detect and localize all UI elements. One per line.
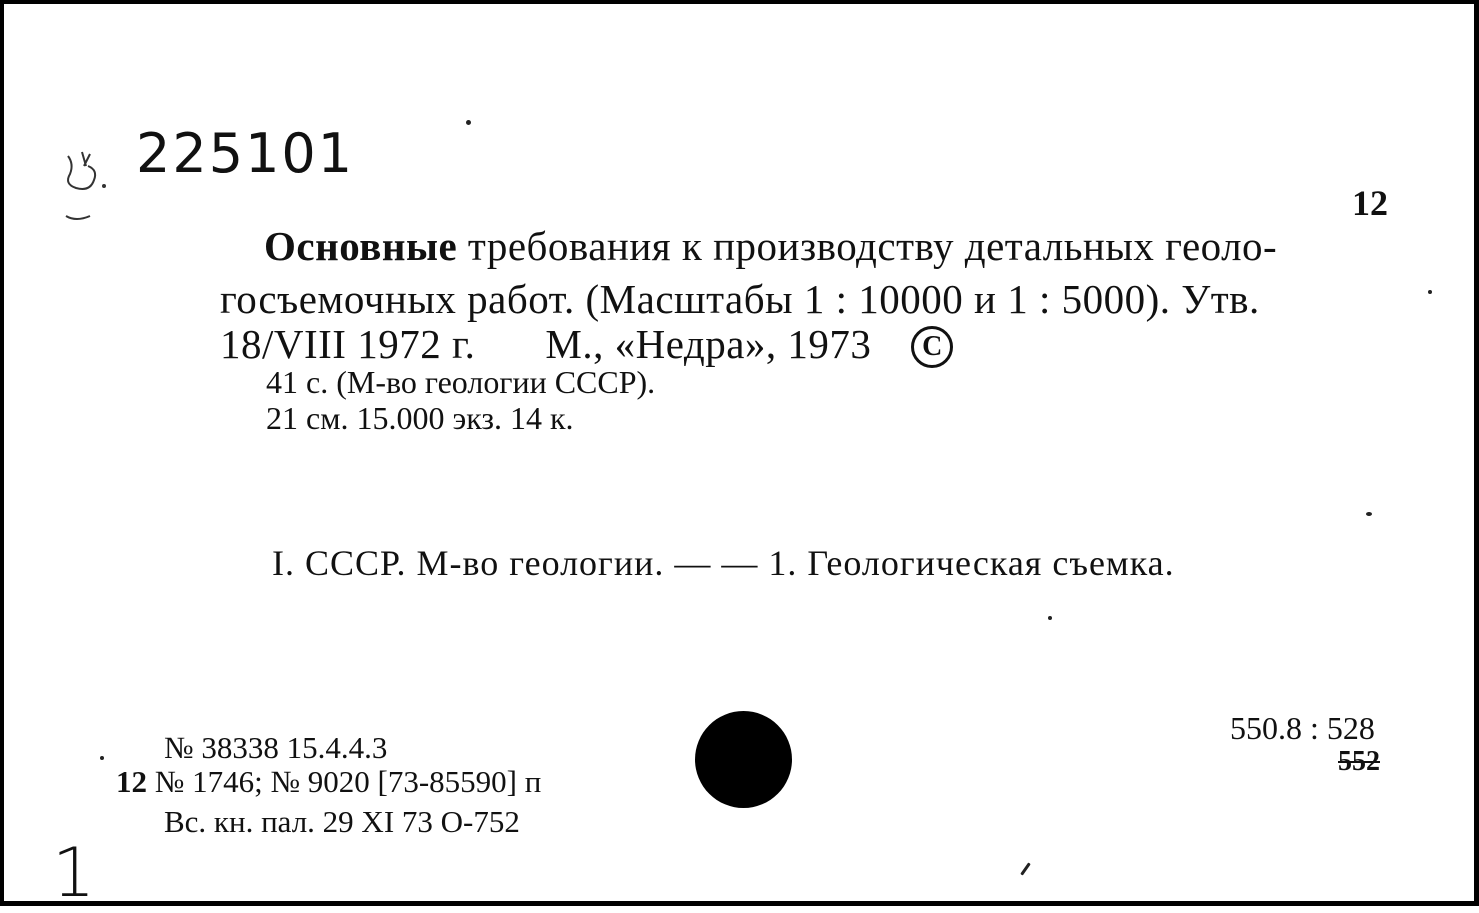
speck (100, 756, 104, 760)
title-line-3 (220, 321, 953, 368)
udc-code: 550.8 : 528 (1230, 710, 1375, 746)
title-line-1 (264, 223, 1278, 269)
publisher: М., «Недра», 1973 (545, 321, 872, 367)
title-line-1-rest: требования к производству детальных геоло- (457, 223, 1278, 269)
udc-struck-code: 552 (1338, 746, 1380, 777)
speck (1020, 862, 1030, 875)
copyright-icon: C (911, 326, 953, 368)
footer-line-2 (116, 766, 541, 797)
shelf-number: 12 (1352, 183, 1388, 223)
punch-hole (695, 711, 792, 808)
footer-line-1: № 38338 15.4.4.3 (164, 730, 388, 765)
speck (1428, 290, 1432, 294)
footer-line-3: Вс. кн. пал. 29 XI 73 О-752 (164, 804, 520, 839)
approval-date: 18/VIII 1972 г. (220, 321, 476, 367)
speck (1366, 512, 1372, 516)
speck (466, 120, 471, 125)
footer-prefix: 12 (116, 764, 147, 799)
subject-line: I. СССР. М-во геологии. — — 1. Геологическая съемка. (272, 543, 1175, 583)
footer-line-2-rest: № 1746; № 9020 [73-85590] п (147, 764, 542, 799)
title-line-2: госъемочных работ. (Масштабы 1 : 10000 и 1 : 5000). Утв. (220, 276, 1260, 322)
catalog-number: 225101 (136, 122, 355, 185)
corner-handwritten-number: 1 (52, 834, 96, 913)
title-bold-word: Основные (264, 223, 458, 269)
format-line: 21 см. 15.000 экз. 14 к. (266, 400, 574, 436)
speck (1048, 616, 1052, 620)
collation-line: 41 с. (М-во геологии СССР). (266, 364, 656, 400)
stamp-scribble-icon (60, 146, 110, 231)
